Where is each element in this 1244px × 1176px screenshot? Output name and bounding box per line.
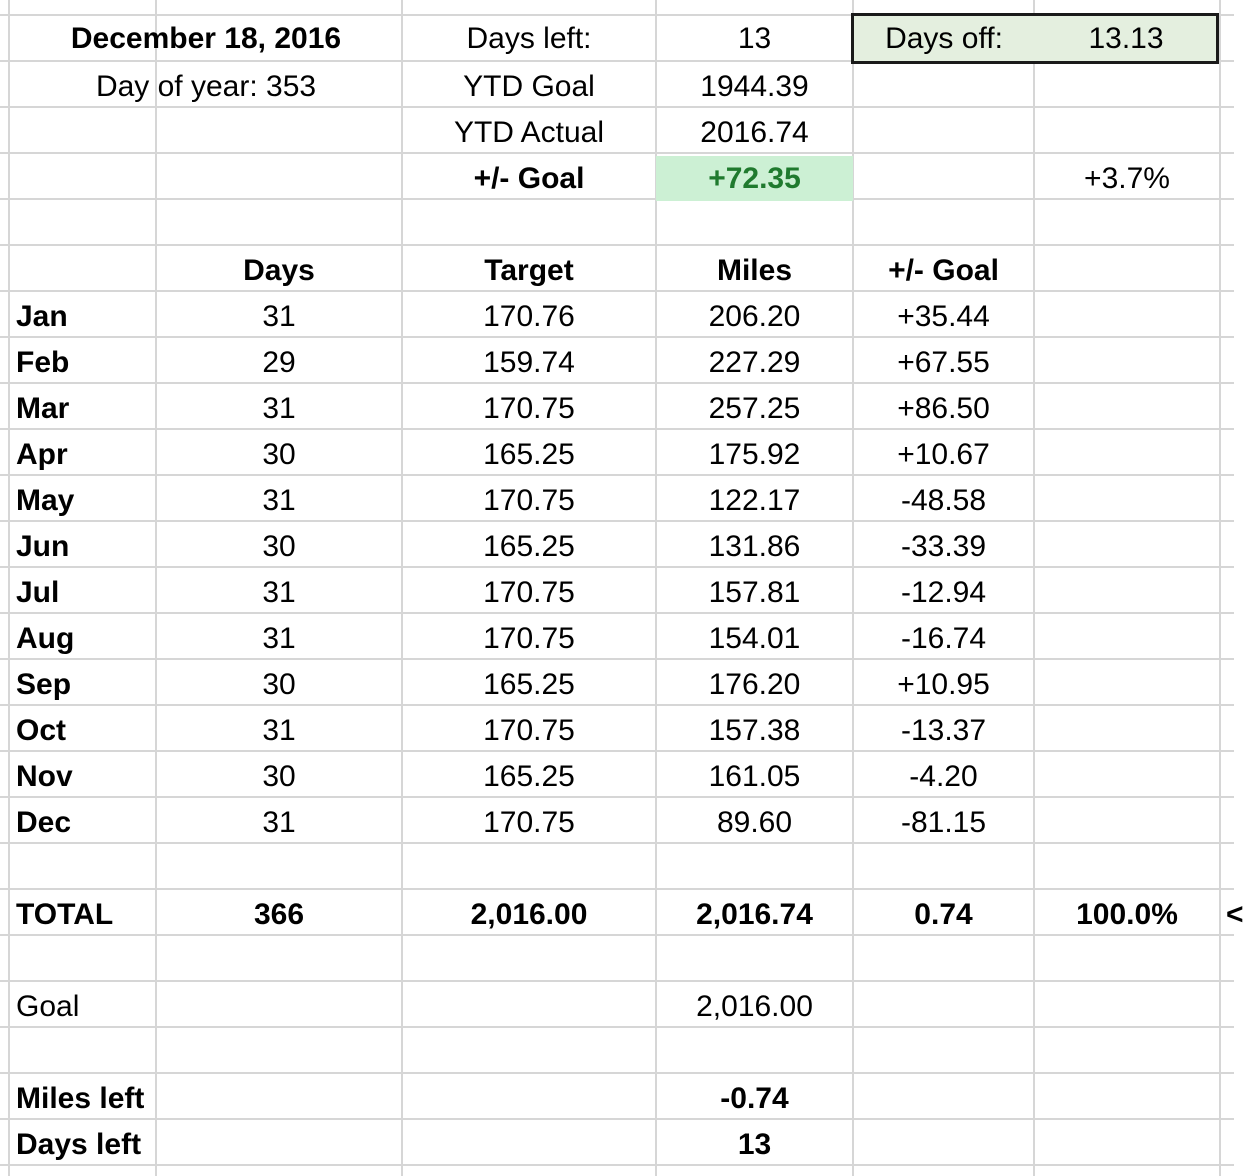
diff-cell: +35.44	[897, 300, 990, 333]
month-cell: Mar	[16, 392, 70, 425]
miles-left-value: -0.74	[720, 1082, 789, 1115]
days-off-value: 13.13	[1088, 22, 1164, 55]
total-target: 2,016.00	[470, 898, 588, 931]
target-cell: 170.75	[483, 714, 575, 747]
target-cell: 170.75	[483, 392, 575, 425]
pm-goal-label: +/- Goal	[473, 162, 585, 195]
target-cell: 170.76	[483, 300, 575, 333]
day-of-year: Day of year: 353	[95, 70, 317, 103]
diff-cell: -48.58	[900, 484, 987, 517]
target-cell: 170.75	[483, 484, 575, 517]
column-header-diff: +/- Goal	[888, 254, 999, 287]
diff-cell: -4.20	[909, 760, 978, 793]
days-cell: 30	[262, 530, 296, 563]
days-cell: 31	[262, 714, 296, 747]
grid-row-line	[0, 980, 1234, 982]
target-cell: 165.25	[483, 760, 575, 793]
days-cell: 29	[262, 346, 296, 379]
column-header-days: Days	[243, 254, 315, 287]
total-percent: 100.0%	[1076, 898, 1178, 931]
miles-cell: 154.01	[708, 622, 801, 655]
days-cell: 30	[262, 760, 296, 793]
days-cell: 31	[262, 622, 296, 655]
miles-cell: 122.17	[708, 484, 801, 517]
total-days: 366	[253, 898, 305, 931]
diff-cell: +10.67	[897, 438, 990, 471]
grid-row-line	[0, 1118, 1234, 1120]
grid-row-line	[0, 1026, 1234, 1028]
miles-cell: 161.05	[708, 760, 801, 793]
target-cell: 165.25	[483, 668, 575, 701]
month-cell: Apr	[16, 438, 68, 471]
month-cell: Feb	[16, 346, 70, 379]
pm-goal-value: +72.35	[708, 162, 801, 195]
miles-cell: 175.92	[708, 438, 801, 471]
days-cell: 30	[262, 668, 296, 701]
grid-row-line	[0, 888, 1234, 890]
month-cell: Jul	[16, 576, 60, 609]
days-cell: 31	[262, 300, 296, 333]
days-left-value: 13	[737, 22, 772, 55]
days-left-summary-label: Days left	[16, 1128, 142, 1161]
days-off-label: Days off:	[885, 22, 1003, 55]
date-heading: December 18, 2016	[70, 22, 342, 55]
pm-goal-percent: +3.7%	[1084, 162, 1170, 195]
days-cell: 31	[262, 392, 296, 425]
target-cell: 170.75	[483, 576, 575, 609]
target-cell: 165.25	[483, 530, 575, 563]
miles-cell: 157.81	[708, 576, 801, 609]
total-miles: 2,016.74	[696, 898, 813, 931]
ytd-goal-label: YTD Goal	[463, 70, 595, 103]
goal-value: 2,016.00	[696, 990, 813, 1023]
ytd-actual-value: 2016.74	[700, 116, 809, 149]
column-header-target: Target	[484, 254, 574, 287]
target-cell: 170.75	[483, 622, 575, 655]
days-cell: 31	[262, 806, 296, 839]
diff-cell: -13.37	[900, 714, 987, 747]
diff-cell: -81.15	[900, 806, 987, 839]
month-cell: May	[16, 484, 75, 517]
days-cell: 31	[262, 484, 296, 517]
month-cell: Nov	[16, 760, 73, 793]
miles-cell: 257.25	[708, 392, 801, 425]
diff-cell: +86.50	[897, 392, 990, 425]
overflow-glyph: <	[1226, 898, 1244, 931]
total-label: TOTAL	[16, 898, 114, 931]
ytd-goal-value: 1944.39	[700, 70, 809, 103]
miles-cell: 131.86	[708, 530, 801, 563]
diff-cell: -16.74	[900, 622, 987, 655]
target-cell: 159.74	[483, 346, 575, 379]
miles-cell: 176.20	[708, 668, 801, 701]
days-cell: 31	[262, 576, 296, 609]
ytd-actual-label: YTD Actual	[453, 116, 605, 149]
month-cell: Dec	[16, 806, 72, 839]
target-cell: 170.75	[483, 806, 575, 839]
miles-cell: 206.20	[708, 300, 801, 333]
month-cell: Oct	[16, 714, 67, 747]
diff-cell: -33.39	[900, 530, 987, 563]
month-cell: Jan	[16, 300, 68, 333]
days-left-label: Days left:	[466, 22, 592, 55]
days-left-summary-value: 13	[737, 1128, 772, 1161]
month-cell: Aug	[16, 622, 75, 655]
miles-cell: 89.60	[716, 806, 793, 839]
days-cell: 30	[262, 438, 296, 471]
goal-label: Goal	[16, 990, 80, 1023]
month-cell: Sep	[16, 668, 72, 701]
diff-cell: +67.55	[897, 346, 990, 379]
diff-cell: -12.94	[900, 576, 987, 609]
grid-row-line	[0, 244, 1234, 246]
target-cell: 165.25	[483, 438, 575, 471]
column-header-miles: Miles	[716, 254, 793, 287]
month-cell: Jun	[16, 530, 70, 563]
miles-cell: 227.29	[708, 346, 801, 379]
miles-cell: 157.38	[708, 714, 801, 747]
grid-row-line	[0, 1072, 1234, 1074]
diff-cell: +10.95	[897, 668, 990, 701]
total-diff: 0.74	[914, 898, 973, 931]
grid-row-line	[0, 1164, 1234, 1166]
miles-left-label: Miles left	[16, 1082, 145, 1115]
